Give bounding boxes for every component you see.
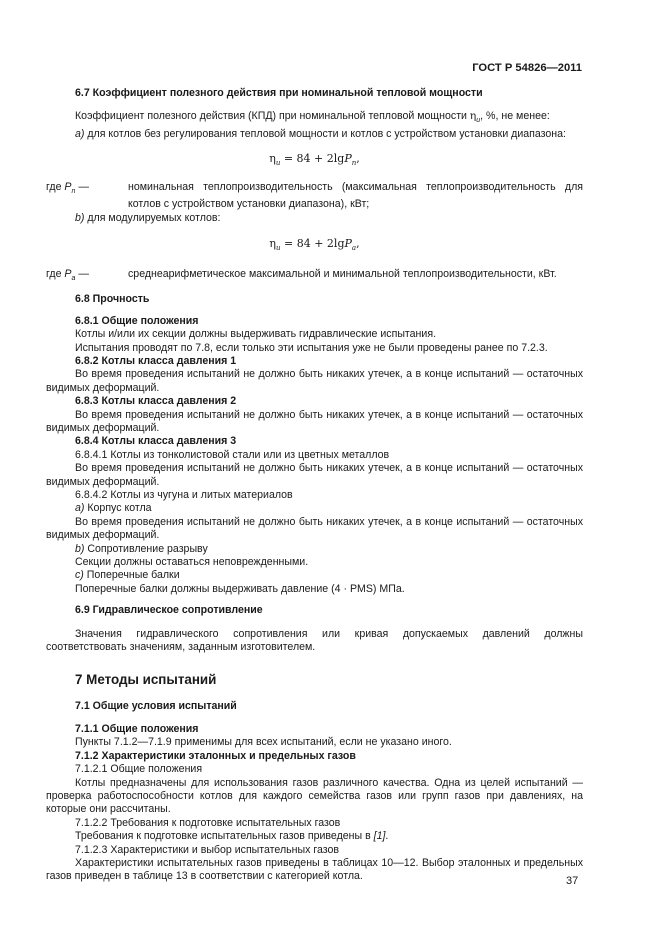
where-2-p: P [64,267,72,280]
section-6-8-2-title: 6.8.2 Котлы класса давления 1 [75,354,237,367]
formula-2-eta: η [269,237,276,251]
formula-2-eta-sub: u [276,244,281,253]
formula-1-p: P [344,152,352,166]
eta-subscript: u [476,117,481,125]
section-7-1-2-2-title: 7.1.2.2 Требования к подготовке испытательных газов [75,816,341,829]
section-7-title: 7 Методы испытаний [75,671,217,687]
section-6-8-4-2-item-c-text: Поперечные балки должны выдерживать давление (4 · PMS) МПа. [75,582,405,595]
section-6-9-p1: Значения гидравлического сопротивления или кривая допускаемых давлений должны соответствовать значениям, заданным изготовителем. [46,627,583,654]
section-7-1-title: 7.1 Общие условия испытаний [75,699,237,712]
section-6-7-title: 6.7 Коэффициент полезного действия при номинальной тепловой мощности [75,87,483,99]
where-1 [46,181,583,212]
section-7-1-2-1-title: 7.1.2.1 Общие положения [75,763,203,776]
formula-2-expression: = 84 + 2lg [280,237,345,251]
section-6-7-item-a [46,128,583,141]
where-1-text: номинальная теплопроизводительность (максимальная теплопроизводительность для котлов с устройством установки диапазона), кВт; [128,180,583,211]
formula-2-p-sub: a [351,244,357,253]
section-6-8-1-title: 6.8.1 Общие положения [75,314,199,327]
where-1-label: где [46,180,65,193]
reference-link: [1] [373,830,386,843]
section-6-8-4-1-p1: Во время проведения испытаний не должно быть никаких утечек, а в конце испытаний — остаточных видимых деформаций. [46,462,583,488]
item-a-marker: а) [75,127,85,140]
item-b-label: Сопротивление разрыву [84,542,208,555]
item-c-marker: с) [75,569,84,582]
eta-symbol: η [469,110,477,123]
formula-2-p: P [344,237,352,251]
formula-1-eta: η [269,152,276,166]
formula-1-expression: = 84 + 2lg [280,152,345,166]
section-7-1-2-2-end: . [385,830,389,843]
item-b-marker: b) [75,211,85,224]
section-6-8-3-p1: Во время проведения испытаний не должно быть никаких утечек, а в конце испытаний — остаточных видимых деформаций. [46,408,583,435]
section-7-1-2-3-p1: Характеристики испытательных газов приведены в таблицах 10—12. Выбор эталонных и предельных газов приведен в таблице 13 в соответствии с категорией котла. [46,856,583,883]
formula-1-end: , [356,152,360,166]
section-6-8-1-p2: Испытания проводят по 7.8, если только эти испытания уже не были проведены ранее по 7.2.3. [75,341,548,354]
formula-1-p-sub: n [351,159,357,168]
section-6-8-1-p1: Котлы и/или их секции должны выдерживать гидравлические испытания. [75,328,437,341]
section-6-8-2-p1: Во время проведения испытаний не должно быть никаких утечек, а в конце испытаний — остаточных видимых деформаций. [46,368,583,394]
section-7-1-2-2-p1 [46,830,583,843]
section-6-8-4-2-item-b [46,543,583,556]
section-6-8-4-2-item-a [46,502,583,515]
intro-text: Коэффициент полезного действия (КПД) при номинальной тепловой мощности [75,110,470,123]
section-6-8-4-1-title: 6.8.4.1 Котлы из тонколистовой стали или из цветных металлов [75,448,390,461]
section-7-1-2-3-title: 7.1.2.3 Характеристики и выбор испытательных газов [75,843,340,856]
section-6-8-4-2-item-a-text: Во время проведения испытаний не должно быть никаких утечек, а в конце испытаний — остаточных видимых деформаций. [46,515,583,542]
where-2-dash: — [75,267,89,280]
item-b-text: для модулируемых котлов: [84,211,221,224]
section-6-9-title: 6.9 Гидравлическое сопротивление [75,604,263,617]
section-6-8-4-2-item-c [46,569,583,582]
where-2 [46,268,583,286]
section-7-1-2-title: 7.1.2 Характеристики эталонных и предельных газов [75,749,356,762]
item-a-marker: а) [75,502,85,515]
formula-1-eta-sub: u [275,159,281,168]
document-header-standard: ГОСТ Р 54826—2011 [472,62,582,74]
intro-text-end: , %, не менее: [480,110,550,123]
where-1-p-sub: n [71,188,76,196]
page-number: 37 [566,875,579,887]
section-7-1-1-p1: Пункты 7.1.2—7.1.9 применимы для всех испытаний, если не указано иного. [75,736,452,749]
where-2-text: среднеарифметическое максимальной и минимальной теплопроизводительности, кВт. [128,267,557,280]
section-6-8-4-2-item-b-text: Секции должны оставаться неповрежденными. [75,556,309,569]
section-6-8-title: 6.8 Прочность [75,293,150,306]
where-1-dash: — [75,180,89,193]
section-6-7-item-b [46,212,583,225]
item-a-text: для котлов без регулирования тепловой мощности и котлов с устройством установки диапазона: [84,127,566,140]
page-body [46,87,583,884]
section-7-1-2-1-p1: Котлы предназначены для использования газов различного качества. Одна из целей испытаний — проверка работоспособности котлов для каждого семейства газов или групп газов при давлениях, на которые они рассчитаны. [46,776,583,816]
where-2-p-sub: a [71,274,76,282]
section-6-8-4-title: 6.8.4 Котлы класса давления 3 [75,435,237,448]
where-2-symbol [46,268,128,286]
formula-2 [46,237,583,256]
item-a-label: Корпус котла [84,502,152,515]
formula-1 [46,152,583,171]
item-c-label: Поперечные балки [83,569,180,582]
section-7-1-2-2-text: Требования к подготовке испытательных газов приведены в [75,830,374,843]
item-b-marker: b) [75,542,85,555]
formula-2-end: , [356,237,360,251]
where-1-symbol [46,181,128,199]
section-7-1-1-title: 7.1.1 Общие положения [75,722,199,735]
section-6-8-3-title: 6.8.3 Котлы класса давления 2 [75,395,237,408]
where-2-label: где [46,267,65,280]
where-1-p: P [64,180,72,193]
section-6-7-intro [46,110,583,128]
section-6-8-4-2-title: 6.8.4.2 Котлы из чугуна и литых материалов [75,489,293,502]
